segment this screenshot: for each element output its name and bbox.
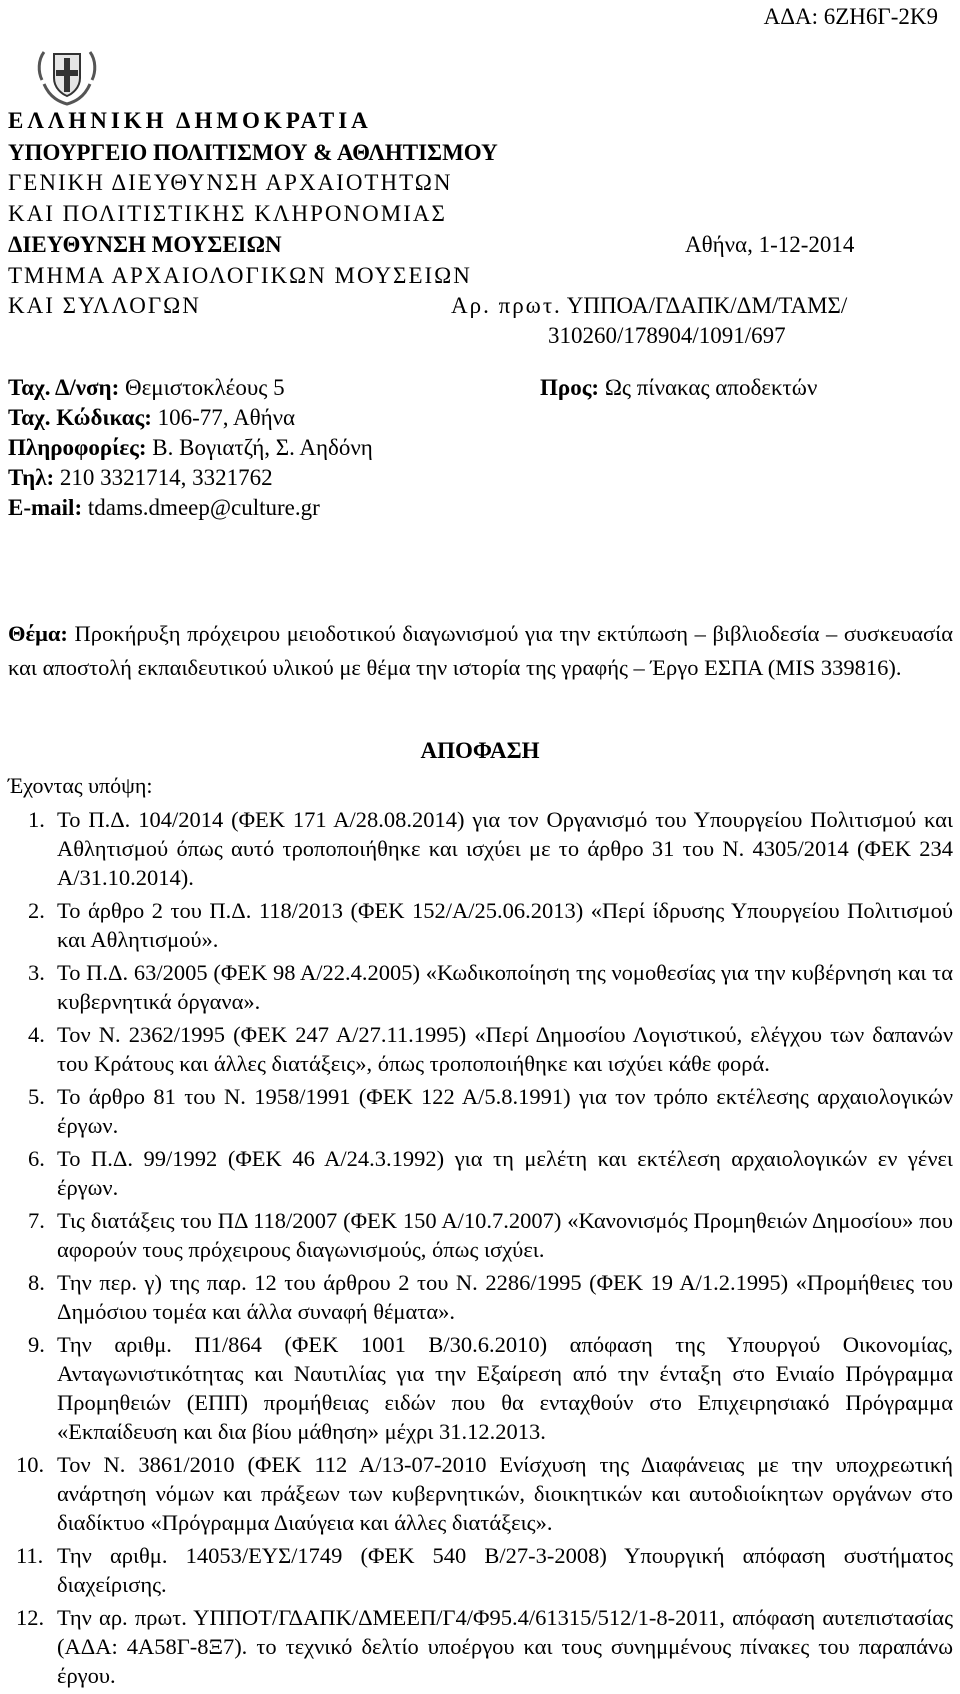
address-label: Ταχ. Δ/νση: xyxy=(8,375,120,400)
item-text: Την αριθμ. Π1/864 (ΦΕΚ 1001 Β/30.6.2010) απόφαση της Υπουργού Οικονομίας, Ανταγωνιστικότητας και Ναυτιλίας για την Εξαίρεση από την ένταξη στο Ενιαίο Πρόγραμμα Προμηθειών (ΕΠΠ) προμήθειας ειδών που θα ενταχθούν στο Επιχειρησιακό Πρόγραμμα «Εκπαίδευση και δια βίου μάθηση» μέχρι 31.12.2013. xyxy=(57,1332,953,1444)
item-text: Την περ. γ) της παρ. 12 του άρθρου 2 του Ν. 2286/1995 (ΦΕΚ 19 Α/1.2.1995) «Προμήθειες του Δημόσιου τομέα και άλλα συναφή θέματα». xyxy=(57,1270,953,1324)
item-text: Τον Ν. 2362/1995 (ΦΕΚ 247 Α/27.11.1995) «Περί Δημοσίου Λογιστικού, ελέγχου των δαπανών του Κράτους και άλλες διατάξεις», όπως τροποποιήθηκε και ισχύει κάθε φορά. xyxy=(57,1022,953,1076)
item-text: Την αρ. πρωτ. ΥΠΠΟΤ/ΓΔΑΠΚ/ΔΜΕΕΠ/Γ4/Φ95.4/61315/512/1-8-2011, απόφαση αυτεπιστασίας (ΑΔΑ: 4Α58Γ-8Ξ7). το τεχνικό δελτίο υποέργου και τους συνημμένους πίνακες του παραπάνω έργου. xyxy=(57,1605,953,1688)
list-item xyxy=(8,1144,953,1202)
postcode-value: 106-77, Αθήνα xyxy=(157,405,296,430)
phone-line xyxy=(8,465,273,491)
list-item xyxy=(8,1082,953,1140)
info-label: Πληροφορίες: xyxy=(8,435,147,460)
email-value: tdams.dmeep@culture.gr xyxy=(87,495,320,520)
item-number: 3. xyxy=(28,960,45,985)
protocol-value: ΥΠΠΟΑ/ΓΔΑΠΚ/ΔΜ/ΤΑΜΣ/ xyxy=(566,293,848,318)
recipient-value: Ως πίνακας αποδεκτών xyxy=(604,375,818,400)
list-item xyxy=(8,1450,953,1537)
item-text: Το Π.Δ. 104/2014 (ΦΕΚ 171 Α/28.08.2014) για τον Οργανισμό του Υπουργείου Πολιτισμού και Αθλητισμού όπως αυτό τροποποιήθηκε και ισχύει με το άρθρο 31 του Ν. 4305/2014 (ΦΕΚ 234 Α/31.10.2014). xyxy=(57,807,953,890)
address-value: Θεμιστοκλέους 5 xyxy=(125,375,285,400)
item-number: 9. xyxy=(28,1332,45,1357)
general-directorate-line2: ΚΑΙ ΠΟΛΙΤΙΣΤΙΚΗΣ ΚΛΗΡΟΝΟΜΙΑΣ xyxy=(8,201,447,226)
list-item xyxy=(8,1541,953,1599)
item-text: Την αριθμ. 14053/ΕΥΣ/1749 (ΦΕΚ 540 Β/27-3-2008) Υπουργική απόφαση συστήματος διαχείρισης. xyxy=(57,1543,953,1597)
item-number: 6. xyxy=(28,1146,45,1171)
item-text: Τον Ν. 3861/2010 (ΦΕΚ 112 Α/13-07-2010 Ενίσχυση της Διαφάνειας με την υποχρεωτική ανάρτηση νόμων και πράξεων των κυβερνητικών, διοικητικών και αυτοδιοίκητων οργάνων στο διαδίκτυο «Πρόγραμμα Διαύγεια και άλλες διατάξεις». xyxy=(57,1452,953,1535)
info-value: Β. Βογιατζή, Σ. Αηδόνη xyxy=(152,435,373,460)
list-item xyxy=(8,805,953,892)
subject-paragraph xyxy=(8,617,953,685)
general-directorate-line1: ΓΕΝΙΚΗ ΔΙΕΥΘΥΝΣΗ ΑΡΧΑΙΟΤΗΤΩΝ xyxy=(8,170,453,195)
recipient-line xyxy=(540,375,817,401)
item-text: Το άρθρο 2 του Π.Δ. 118/2013 (ΦΕΚ 152/Α/25.06.2013) «Περί ίδρυσης Υπουργείου Πολιτισμού και Αθλητισμού». xyxy=(57,898,953,952)
protocol-line1 xyxy=(451,293,847,319)
item-text: Τις διατάξεις του ΠΔ 118/2007 (ΦΕΚ 150 Α/10.7.2007) «Κανονισμός Προμηθειών Δημοσίου» που αφορούν τους πρόχειρους διαγωνισμούς, όπως ισχύει. xyxy=(57,1208,953,1262)
item-number: 11. xyxy=(16,1543,44,1568)
ada-code: ΑΔΑ: 6ΖΗ6Γ-2Κ9 xyxy=(763,4,938,29)
legal-basis-list xyxy=(8,805,953,1694)
email-label: E-mail: xyxy=(8,495,83,520)
item-text: Το άρθρο 81 του Ν. 1958/1991 (ΦΕΚ 122 Α/5.8.1991) για τον τρόπο εκτέλεσης αρχαιολογικών έργων. xyxy=(57,1084,953,1138)
item-number: 1. xyxy=(28,807,45,832)
republic-header: ΕΛΛΗΝΙΚΗ ΔΗΜΟΚΡΑΤΙΑ xyxy=(8,108,372,133)
item-number: 12. xyxy=(16,1605,45,1630)
info-line xyxy=(8,435,373,461)
list-item xyxy=(8,896,953,954)
department-line2: ΚΑΙ ΣΥΛΛΟΓΩΝ xyxy=(8,293,201,318)
list-item xyxy=(8,1020,953,1078)
postcode-label: Ταχ. Κώδικας: xyxy=(8,405,152,430)
item-number: 5. xyxy=(28,1084,45,1109)
phone-label: Τηλ: xyxy=(8,465,55,490)
list-item xyxy=(8,1206,953,1264)
greek-coat-of-arms-icon xyxy=(34,44,100,108)
protocol-label: Αρ. πρωτ. xyxy=(451,293,562,318)
item-number: 2. xyxy=(28,898,45,923)
address-line xyxy=(8,375,285,401)
postcode-line xyxy=(8,405,295,431)
item-number: 4. xyxy=(28,1022,45,1047)
phone-value: 210 3321714, 3321762 xyxy=(59,465,273,490)
decision-title: ΑΠΟΦΑΣΗ xyxy=(420,738,540,763)
list-item xyxy=(8,1603,953,1690)
list-item xyxy=(8,1268,953,1326)
item-text: Το Π.Δ. 63/2005 (ΦΕΚ 98 Α/22.4.2005) «Κωδικοποίηση της νομοθεσίας για την κυβέρνηση και τα κυβερνητικά όργανα». xyxy=(57,960,953,1014)
item-number: 8. xyxy=(28,1270,45,1295)
department-line1: ΤΜΗΜΑ ΑΡΧΑΙΟΛΟΓΙΚΩΝ ΜΟΥΣΕΙΩΝ xyxy=(8,263,472,288)
protocol-line2: 310260/178904/1091/697 xyxy=(548,323,786,348)
directorate: ΔΙΕΥΘΥΝΣΗ ΜΟΥΣΕΙΩΝ xyxy=(8,232,282,257)
having-regard: Έχοντας υπόψη: xyxy=(8,773,153,798)
date: Αθήνα, 1-12-2014 xyxy=(685,232,855,257)
recipient-label: Προς: xyxy=(540,375,600,400)
list-item xyxy=(8,958,953,1016)
subject-text: Προκήρυξη πρόχειρου μειοδοτικού διαγωνισμού για την εκτύπωση – βιβλιοδεσία – συσκευασία και αποστολή εκπαιδευτικού υλικού με θέμα την ιστορία της γραφής – Έργο ΕΣΠΑ (MIS 339816). xyxy=(8,621,953,680)
item-number: 7. xyxy=(28,1208,45,1233)
subject-label: Θέμα: xyxy=(8,621,68,646)
ministry-header: ΥΠΟΥΡΓΕΙΟ ΠΟΛΙΤΙΣΜΟΥ & ΑΘΛΗΤΙΣΜΟΥ xyxy=(8,140,498,165)
email-line xyxy=(8,495,320,521)
item-number: 10. xyxy=(16,1452,45,1477)
list-item xyxy=(8,1330,953,1446)
item-text: Το Π.Δ. 99/1992 (ΦΕΚ 46 Α/24.3.1992) για τη μελέτη και εκτέλεση αρχαιολογικών εν γένει έργων. xyxy=(57,1146,953,1200)
